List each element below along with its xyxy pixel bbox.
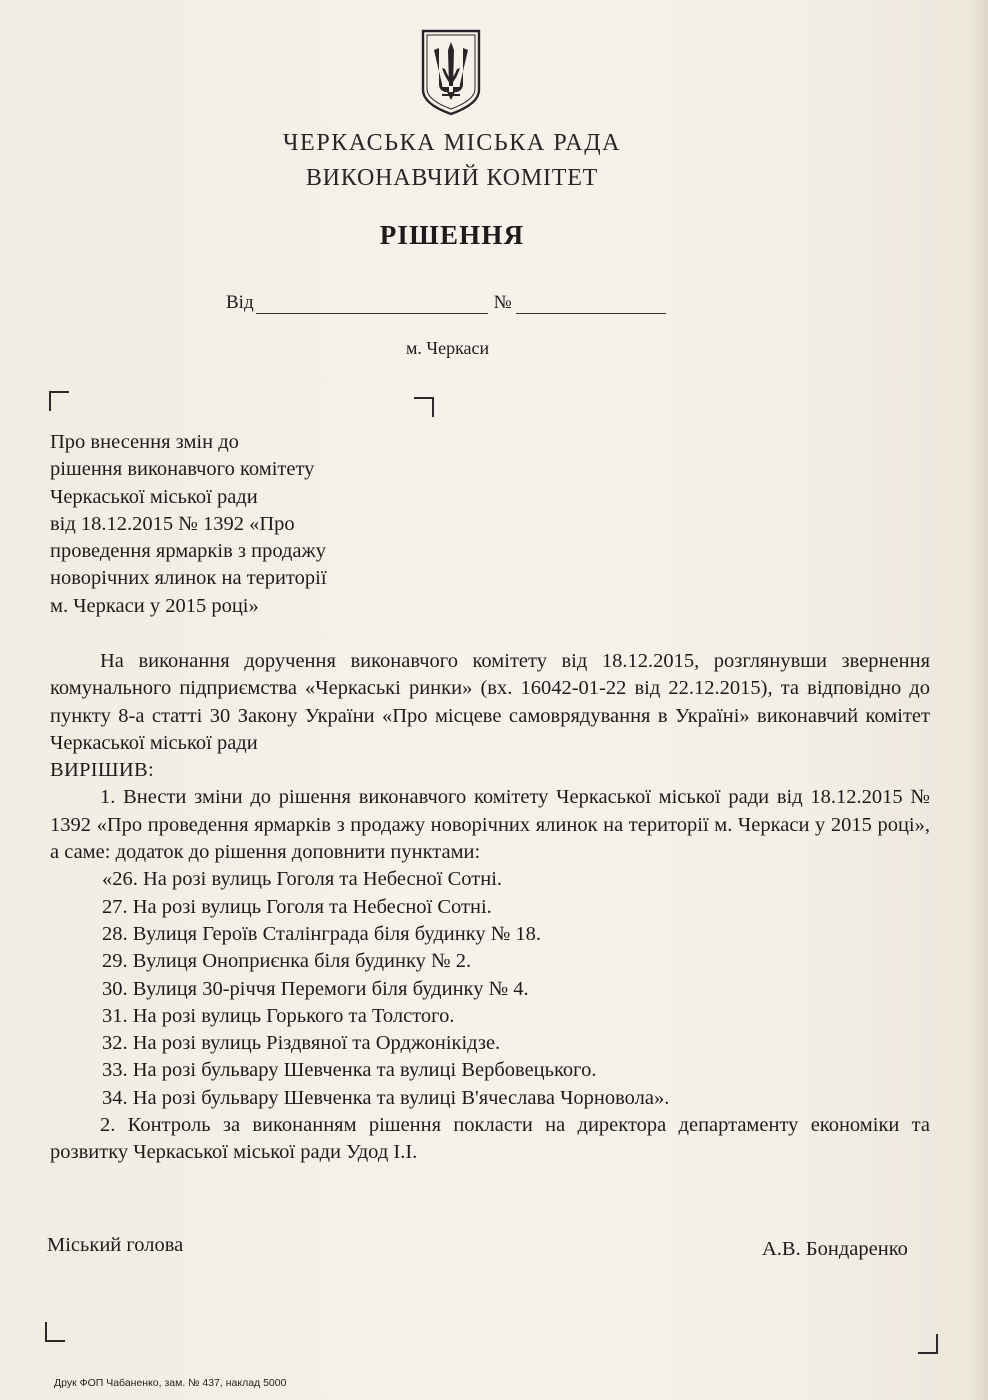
document-type-title: РІШЕННЯ [379,220,525,250]
corner-mark-bottom-right [918,1334,938,1354]
list-item: 31. На розі вулиць Горького та Толстого. [102,1004,455,1027]
signatory-title: Міський голова [47,1234,184,1256]
subject-line: рішення виконавчого комітету [50,458,315,481]
list-item: 27. На розі вулиць Гоголя та Небесної Сотні. [102,895,492,918]
list-item: 29. Вулиця Оноприєнка біля будинку № 2. [102,950,472,973]
number-label: № [493,292,512,313]
date-number-line [226,292,666,314]
list-item: 30. Вулиця 30-річчя Перемоги біля будинку № 4. [102,977,529,1000]
organization-name: ЧЕРКАСЬКА МІСЬКА РАДА [282,130,622,156]
city-name: м. Черкаси [406,338,490,358]
point-one-paragraph: 1. Внести зміни до рішення виконавчого комітету Черкаської міської ради від 18.12.2015 № 1392 «Про проведення ярмарків з продажу новорічних ялинок на території м. Черкаси у 2015 році», а саме: додаток до рішення доповнити пунктами: [50,786,930,864]
signatory-name: А.В. Бондаренко [762,1238,908,1260]
list-item: 33. На розі бульвару Шевченка та вулиці Вербовецького. [102,1059,597,1082]
corner-mark-top-left [49,391,69,411]
subject-line: м. Черкаси у 2015 році» [50,594,259,617]
subject-line: Черкаської міської ради [50,485,258,508]
resolved-heading: ВИРІШИВ: [50,759,154,782]
corner-mark-bottom-left [45,1322,65,1342]
trident-coat-of-arms-icon [420,28,482,116]
subject-line: проведення ярмарків з продажу [50,540,326,563]
number-blank-field [516,293,666,314]
subject-line: новорічних ялинок на території [50,567,327,590]
committee-name: ВИКОНАВЧИЙ КОМІТЕТ [305,165,599,191]
print-imprint: Друк ФОП Чабаненко, зам. № 437, наклад 5000 [54,1377,287,1389]
point-two-paragraph: 2. Контроль за виконанням рішення покласти на директора департаменту економіки та розвитку Черкаської міської ради Удод І.І. [50,1114,930,1164]
decision-body [50,648,930,1167]
date-label: Від [226,292,254,313]
list-item: «26. На розі вулиць Гоголя та Небесної Сотні. [102,868,503,891]
date-blank-field [256,293,488,314]
list-item: 28. Вулиця Героїв Сталінграда біля будинку № 18. [102,922,542,945]
list-item: 34. На розі бульвару Шевченка та вулиці В'ячеслава Чорновола». [102,1086,670,1109]
corner-mark-top-right [414,397,434,417]
list-item: 32. На розі вулиць Різдвяної та Орджонікідзе. [102,1032,501,1055]
page-edge-shadow [970,0,988,1400]
subject-line: від 18.12.2015 № 1392 «Про [50,512,295,535]
decision-subject [50,429,410,620]
subject-line: Про внесення змін до [50,431,239,453]
preamble-paragraph: На виконання доручення виконавчого комітету від 18.12.2015, розглянувши звернення комунального підприємства «Черкаські ринки» (вх. 16042-01-22 від 22.12.2015), та відповідно до пункту 8-а статті 30 Закону України «Про місцеве самоврядування в Україні» виконавчий комітет Черкаської міської ради [50,650,930,754]
